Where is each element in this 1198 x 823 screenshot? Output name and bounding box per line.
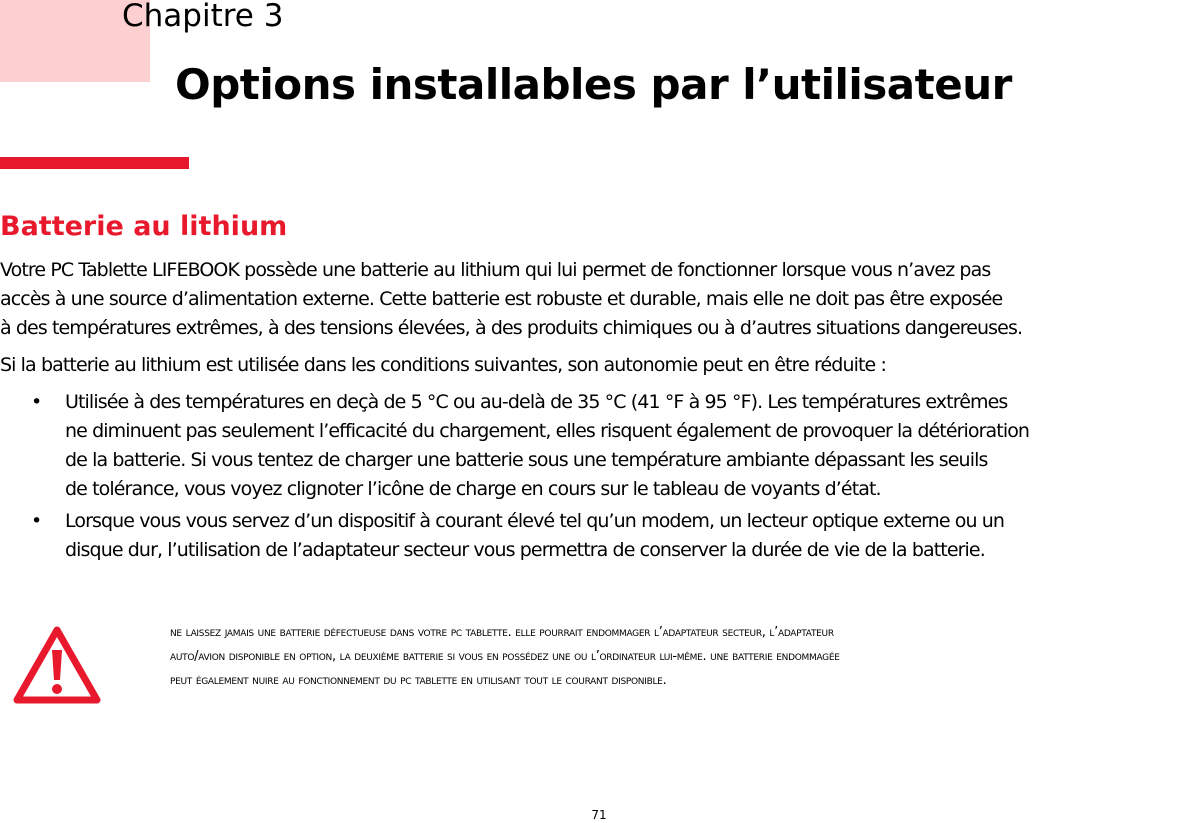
conditions-list <box>0 388 1198 565</box>
warning-line: ne laissez jamais une batterie défectueuse dans votre pc tablette. elle pourrait endommager l’adaptateur secteur, l’adaptateur <box>170 625 834 640</box>
chapter-label: Chapitre 3 <box>122 0 284 34</box>
bullet-line: Utilisée à des températures en deçà de 5 °C ou au-delà de 35 °C (41 °F à 95 °F). Les températures extrêmes <box>65 391 1008 413</box>
bullet-icon: • <box>31 510 42 532</box>
bullet-line: de la batterie. Si vous tentez de charger une batterie sous une température ambiante dépassant les seuils <box>65 449 988 471</box>
bullet-line: disque dur, l’utilisation de l’adaptateur secteur vous permettra de conserver la durée de vie de la batterie. <box>65 539 985 561</box>
intro-line: Votre PC Tablette LIFEBOOK possède une batterie au lithium qui lui permet de fonctionner lorsque vous n’avez pas <box>0 259 991 281</box>
conditions-intro: Si la batterie au lithium est utilisée dans les conditions suivantes, son autonomie peut en être réduite : <box>0 354 886 376</box>
warning-line: peut également nuire au fonctionnement du pc tablette en utilisant tout le courant disponible. <box>170 673 667 688</box>
page-number: 71 <box>591 808 607 822</box>
intro-line: accès à une source d’alimentation externe. Cette batterie est robuste et durable, mais elle ne doit pas être exposée <box>0 288 1003 310</box>
warning-text <box>170 621 1190 693</box>
chapter-title: Options installables par l’utilisateur <box>175 60 1012 109</box>
intro-line: à des températures extrêmes, à des tensions élevées, à des produits chimiques ou à d’autres situations dangereuses. <box>0 317 1023 339</box>
section-body <box>0 256 1198 568</box>
bullet-line: ne diminuent pas seulement l’efficacité du chargement, elles risquent également de provoquer la détérioration <box>65 420 1030 442</box>
title-rule <box>0 157 189 169</box>
list-item <box>0 388 1198 504</box>
bullet-line: Lorsque vous vous servez d’un dispositif à courant élevé tel qu’un modem, un lecteur optique externe ou un <box>65 510 1005 532</box>
intro-paragraph <box>0 256 1198 343</box>
section-heading: Batterie au lithium <box>0 211 288 242</box>
bullet-icon: • <box>31 391 42 413</box>
warning-triangle-icon <box>12 624 102 706</box>
warning-line: auto/avion disponible en option, la deuxième batterie si vous en possédez une ou l’ordinateur lui-même. une batterie endommagée <box>170 649 840 664</box>
list-item <box>0 507 1198 565</box>
bullet-line: de tolérance, vous voyez clignoter l’icône de charge en cours sur le tableau de voyants d’état. <box>65 478 881 500</box>
